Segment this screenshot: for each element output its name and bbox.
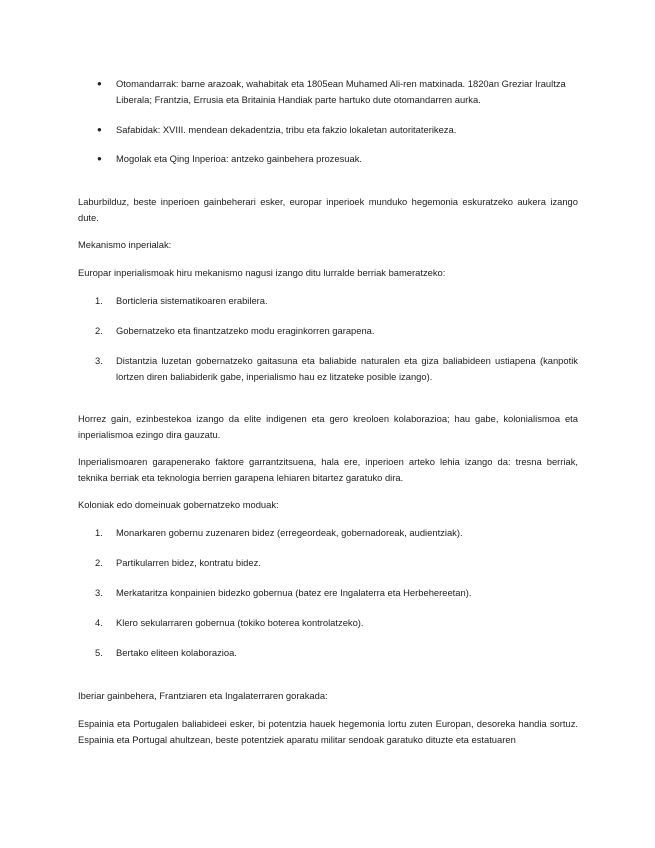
iberia-paragraph: Espainia eta Portugalen baliabideei esker, bi potentzia hauek hegemonia lortu zuten Europan, desoreka handia sortuz. Espainia eta Portugal ahultzean, beste potentziek aparatu militar sendoak garatuko dituzte eta estatuaren (78, 718, 578, 745)
iberia-heading: Iberiar gainbehera, Frantziaren eta Ingalaterraren gorakada: (78, 690, 328, 701)
mechanisms-intro: Europar inperialismoak hiru mekanismo nagusi izango ditu lurralde berriak bameratzeko: (78, 267, 446, 278)
list-item: Merkataritza konpainien bidezko gobernua (batez ere Ingalaterra eta Herbehereetan). (116, 587, 472, 598)
list-item: Mogolak eta Qing Inperioa: antzeko gainbehera prozesuak. (116, 153, 362, 164)
collaboration-paragraph: Horrez gain, ezinbestekoa izango da elite indigenen eta gero kreoloen kolaborazioa; hau gabe, kolonialismoa eta inperialismoa ezingo dira gauzatu. (78, 413, 578, 440)
list-item: Otomandarrak: barne arazoak, wahabitak eta 1805ean Muhamed Ali-ren matxinada. 1820an Greziar Iraultza Liberala; Frantzia, Errusia eta Britainia Handiak parte hartuko dute otomandarren aurka. (116, 78, 566, 105)
list-number: 5. (95, 647, 103, 658)
list-item: Gobernatzeko eta finantzatzeko modu eraginkorren garapena. (116, 325, 375, 336)
governance-heading: Koloniak edo domeinuak gobernatzeko moduak: (78, 499, 279, 510)
list-item: Safabidak: XVIII. mendean dekadentzia, tribu eta fakzio lokaletan autoritaterikeza. (116, 124, 457, 135)
list-item: Monarkaren gobernu zuzenaren bidez (erregeordeak, gobernadoreak, audientziak). (116, 527, 463, 538)
list-item: Distantzia luzetan gobernatzeko gaitasuna eta baliabide naturalen eta giza baliabideen ustiapena (kanpotik lortzen diren baliabiderik gabe, inperialismo hau ez litzateke posible izango). (116, 355, 578, 382)
bullet-marker: ● (97, 154, 102, 163)
list-number: 4. (95, 617, 103, 628)
list-number: 3. (95, 587, 103, 598)
list-number: 1. (95, 527, 103, 538)
summary-paragraph: Laburbilduz, beste inperioen gainbeherari esker, europar inperioek munduko hegemonia eskuratzeko aukera izango dute. (78, 196, 578, 223)
bullet-marker: ● (97, 79, 102, 88)
list-item: Borticleria sistematikoaren erabilera. (116, 295, 268, 306)
list-item: Partikularren bidez, kontratu bidez. (116, 557, 261, 568)
mechanisms-heading: Mekanismo inperialak: (78, 239, 172, 250)
list-number: 3. (95, 355, 103, 366)
list-item: Klero sekularraren gobernua (tokiko boterea kontrolatzeko). (116, 617, 364, 628)
list-number: 2. (95, 557, 103, 568)
list-item: Bertako eliteen kolaborazioa. (116, 647, 237, 658)
competition-paragraph: Inperialismoaren garapenerako faktore garrantzitsuena, hala ere, inperioen arteko lehia izango da: tresna berriak, teknika berriak eta teknologia berrien garapena lehiaren bitartez garatuko dira. (78, 456, 578, 483)
list-number: 1. (95, 295, 103, 306)
list-number: 2. (95, 325, 103, 336)
bullet-marker: ● (97, 125, 102, 134)
